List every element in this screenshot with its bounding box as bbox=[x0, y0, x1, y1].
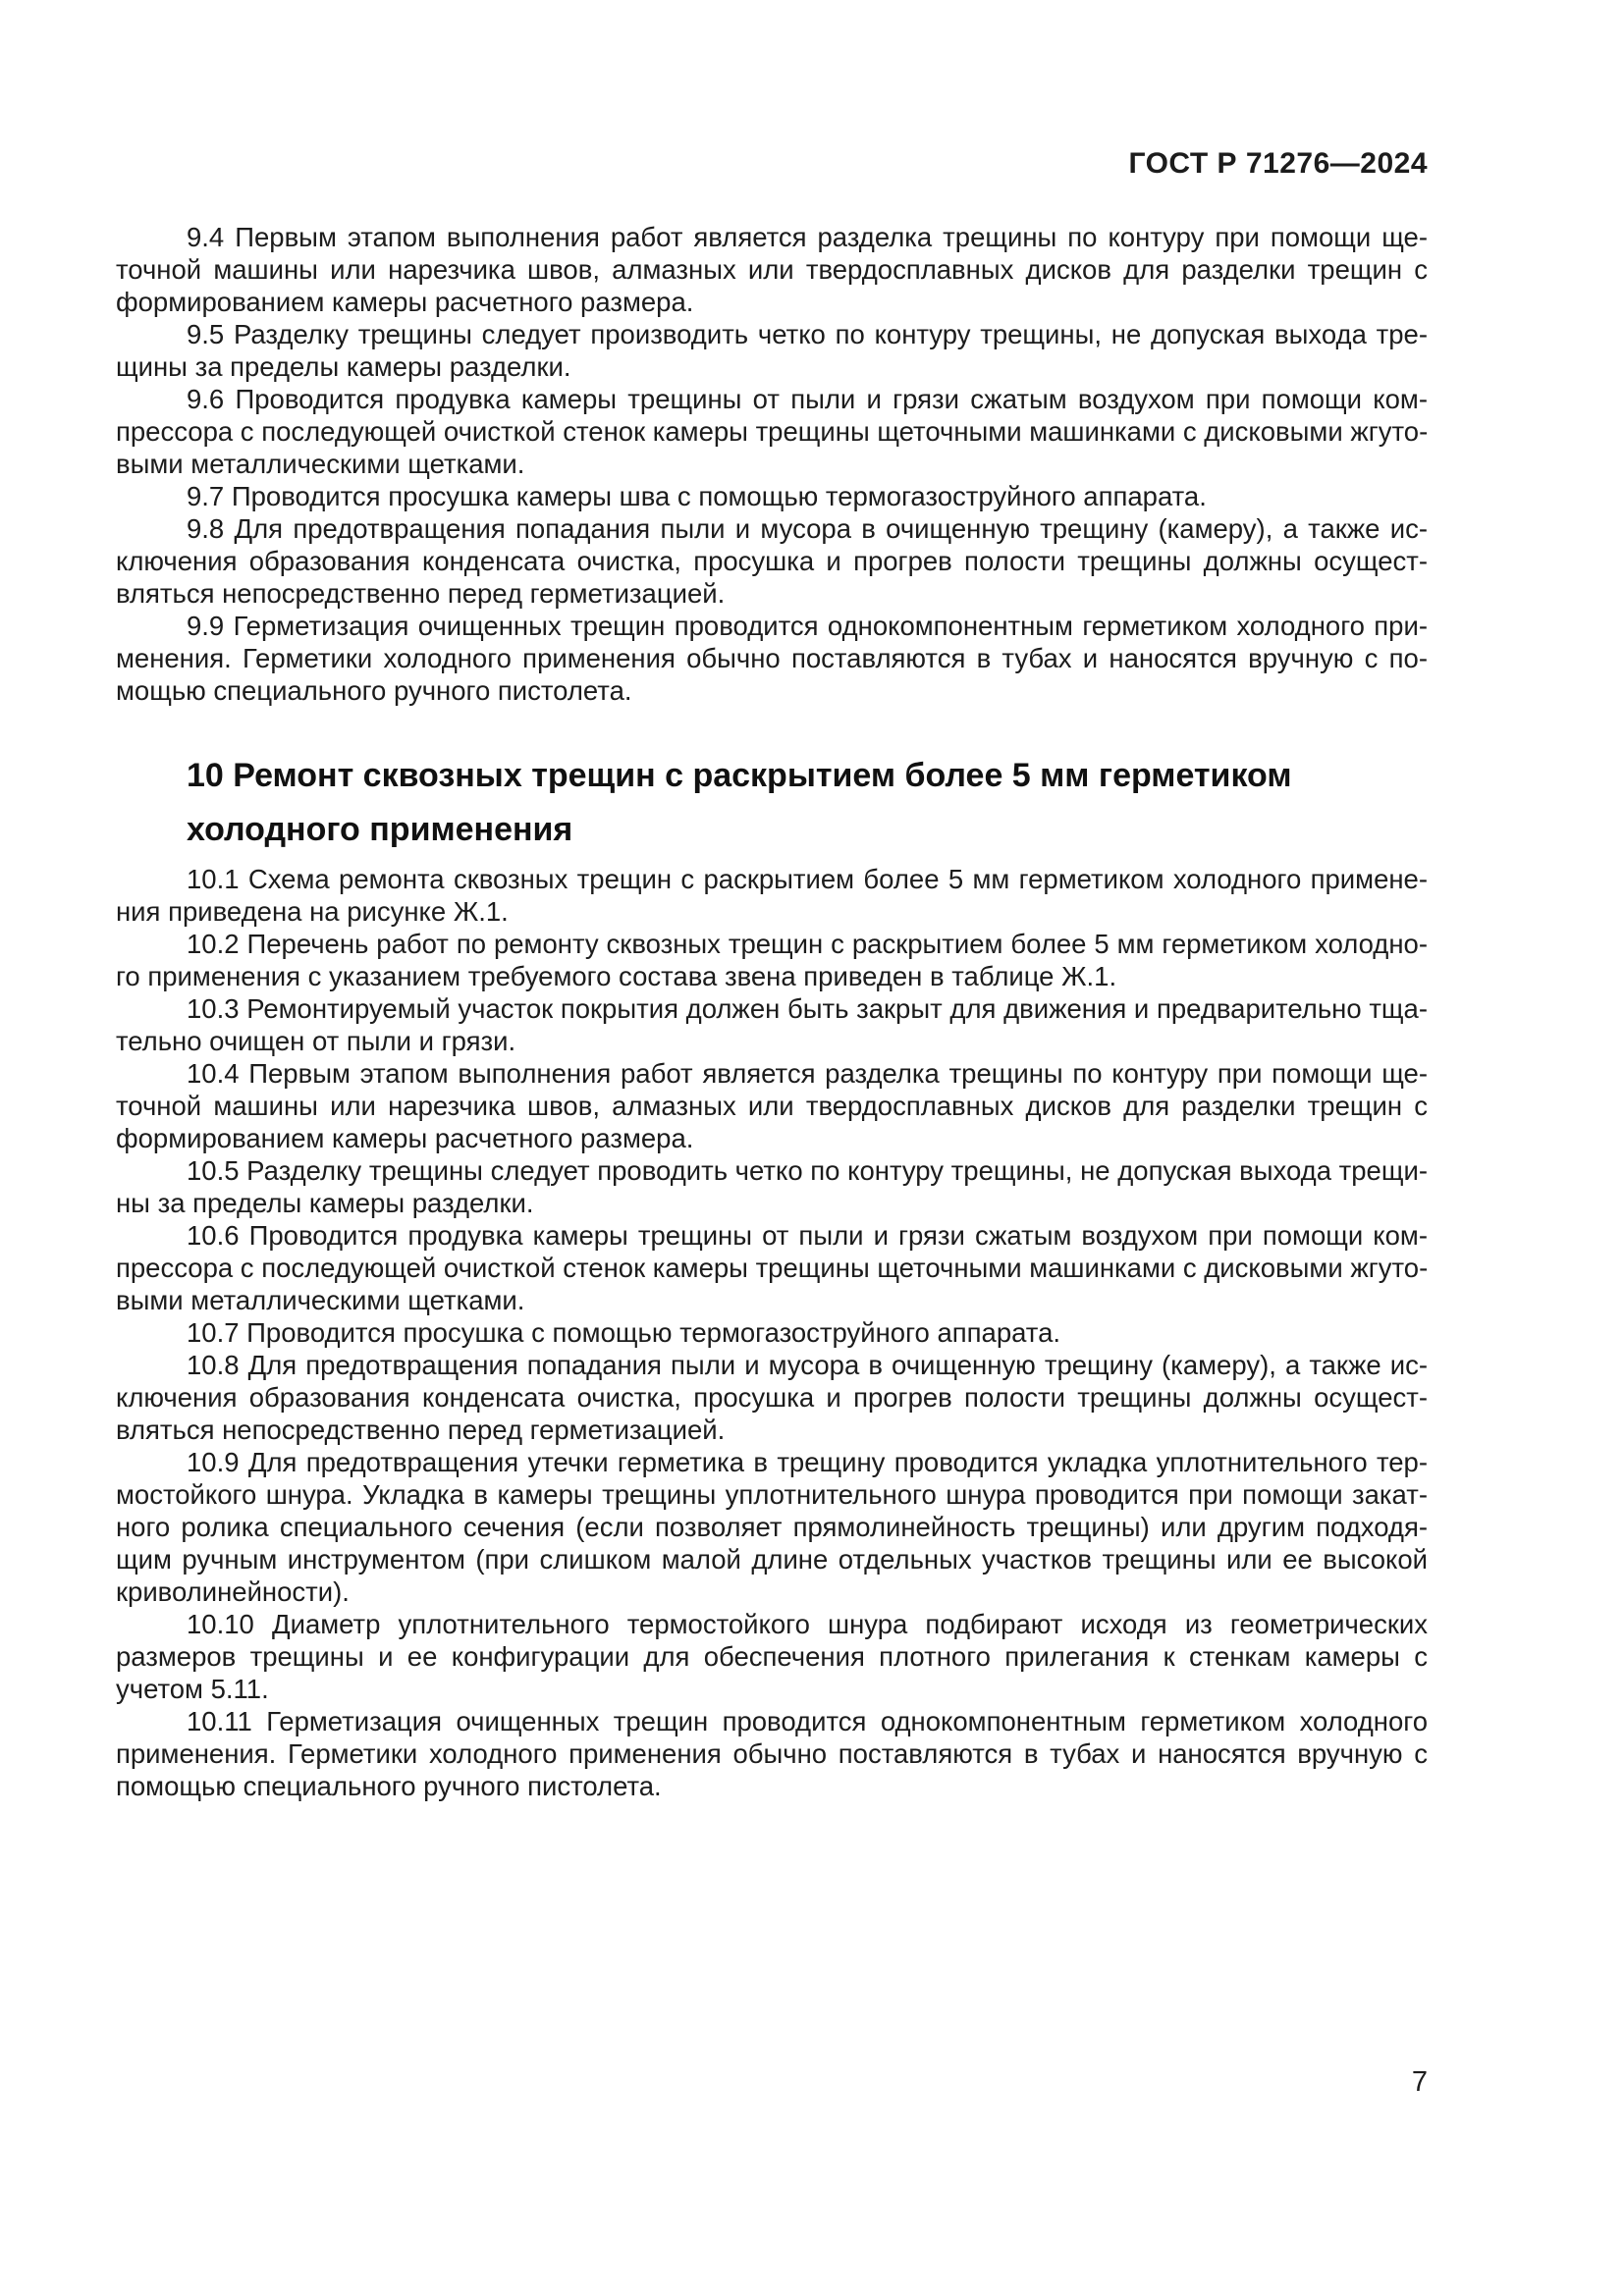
paragraph-10-4: 10.4 Первым этапом выполнения работ является разделка трещины по контуру при помощи ще- точной машины или нарезчика швов, алмазных или твердосплавных дисков для разделки трещин с формированием камеры расчетного размера. bbox=[116, 1058, 1428, 1153]
section-10-heading: 10 Ремонт сквозных трещин с раскрытием более 5 мм герметиком холодного применения bbox=[187, 757, 1292, 848]
paragraph-10-3: 10.3 Ремонтируемый участок покрытия должен быть закрыт для движения и предварительно тща- тельно очищен от пыли и грязи. bbox=[116, 993, 1428, 1056]
paragraph-10-5: 10.5 Разделку трещины следует проводить четко по контуру трещины, не допуская выхода трещи- ны за пределы камеры разделки. bbox=[116, 1155, 1428, 1218]
paragraph-9-9: 9.9 Герметизация очищенных трещин проводится однокомпонентным герметиком холодного при- менения. Герметики холодного применения обычно поставляются в тубах и наносятся вручную с по- мощью специального ручного пистолета. bbox=[116, 611, 1428, 706]
paragraph-10-9: 10.9 Для предотвращения утечки герметика в трещину проводится укладка уплотнительного тер- мостойкого шнура. Укладка в камеры трещины уплотнительного шнура проводится при помощи закат- ного ролика специального сечения (если позволяет прямолинейность трещины) или другим подходя- щим ручным инструментом (при слишком малой длине отдельных участков трещины или ее высокой криволинейности). bbox=[116, 1447, 1428, 1607]
document-body bbox=[116, 221, 1428, 1802]
paragraph-10-10: 10.10 Диаметр уплотнительного термостойкого шнура подбирают исходя из геометрических размеров трещины и ее конфигурации для обеспечения плотного прилегания к стенкам камеры с учетом 5.11. bbox=[116, 1609, 1428, 1704]
page-number: 7 bbox=[1411, 2066, 1428, 2098]
paragraph-10-6: 10.6 Проводится продувка камеры трещины от пыли и грязи сжатым воздухом при помощи ком- прессора с последующей очисткой стенок камеры трещины щеточными машинками с дисковыми жгуто- выми металлическими щетками. bbox=[116, 1220, 1428, 1315]
paragraph-10-8: 10.8 Для предотвращения попадания пыли и мусора в очищенную трещину (камеру), а также ис- ключения образования конденсата очистка, просушка и прогрев полости трещины должны осущест- вляться непосредственно перед герметизацией. bbox=[116, 1350, 1428, 1445]
paragraph-10-2: 10.2 Перечень работ по ремонту сквозных трещин с раскрытием более 5 мм герметиком холодно- го применения с указанием требуемого состава звена приведен в таблице Ж.1. bbox=[116, 929, 1428, 991]
paragraph-9-8: 9.8 Для предотвращения попадания пыли и мусора в очищенную трещину (камеру), а также ис- ключения образования конденсата очистка, просушка и прогрев полости трещины должны осущест- вляться непосредственно перед герметизацией. bbox=[116, 513, 1428, 609]
paragraph-9-5: 9.5 Разделку трещины следует производить четко по контуру трещины, не допуская выхода тре- щины за пределы камеры разделки. bbox=[116, 319, 1428, 382]
paragraph-9-7: 9.7 Проводится просушка камеры шва с помощью термогазоструйного аппарата. bbox=[187, 481, 1207, 511]
paragraph-9-4: 9.4 Первым этапом выполнения работ является разделка трещины по контуру при помощи ще- точной машины или нарезчика швов, алмазных или твердосплавных дисков для разделки трещин с формированием камеры расчетного размера. bbox=[116, 222, 1428, 317]
paragraph-10-11: 10.11 Герметизация очищенных трещин проводится однокомпонентным герметиком холодного применения. Герметики холодного применения обычно поставляются в тубах и наносятся вручную с помощью специального ручного пистолета. bbox=[116, 1706, 1428, 1801]
paragraph-10-7: 10.7 Проводится просушка с помощью термогазоструйного аппарата. bbox=[187, 1317, 1061, 1348]
paragraph-9-6: 9.6 Проводится продувка камеры трещины от пыли и грязи сжатым воздухом при помощи ком- прессора с последующей очисткой стенок камеры трещины щеточными машинками с дисковыми жгуто- выми металлическими щетками. bbox=[116, 384, 1428, 479]
paragraph-10-1: 10.1 Схема ремонта сквозных трещин с раскрытием более 5 мм герметиком холодного примене- ния приведена на рисунке Ж.1. bbox=[116, 864, 1428, 927]
document-code: ГОСТ Р 71276—2024 bbox=[1128, 147, 1428, 180]
